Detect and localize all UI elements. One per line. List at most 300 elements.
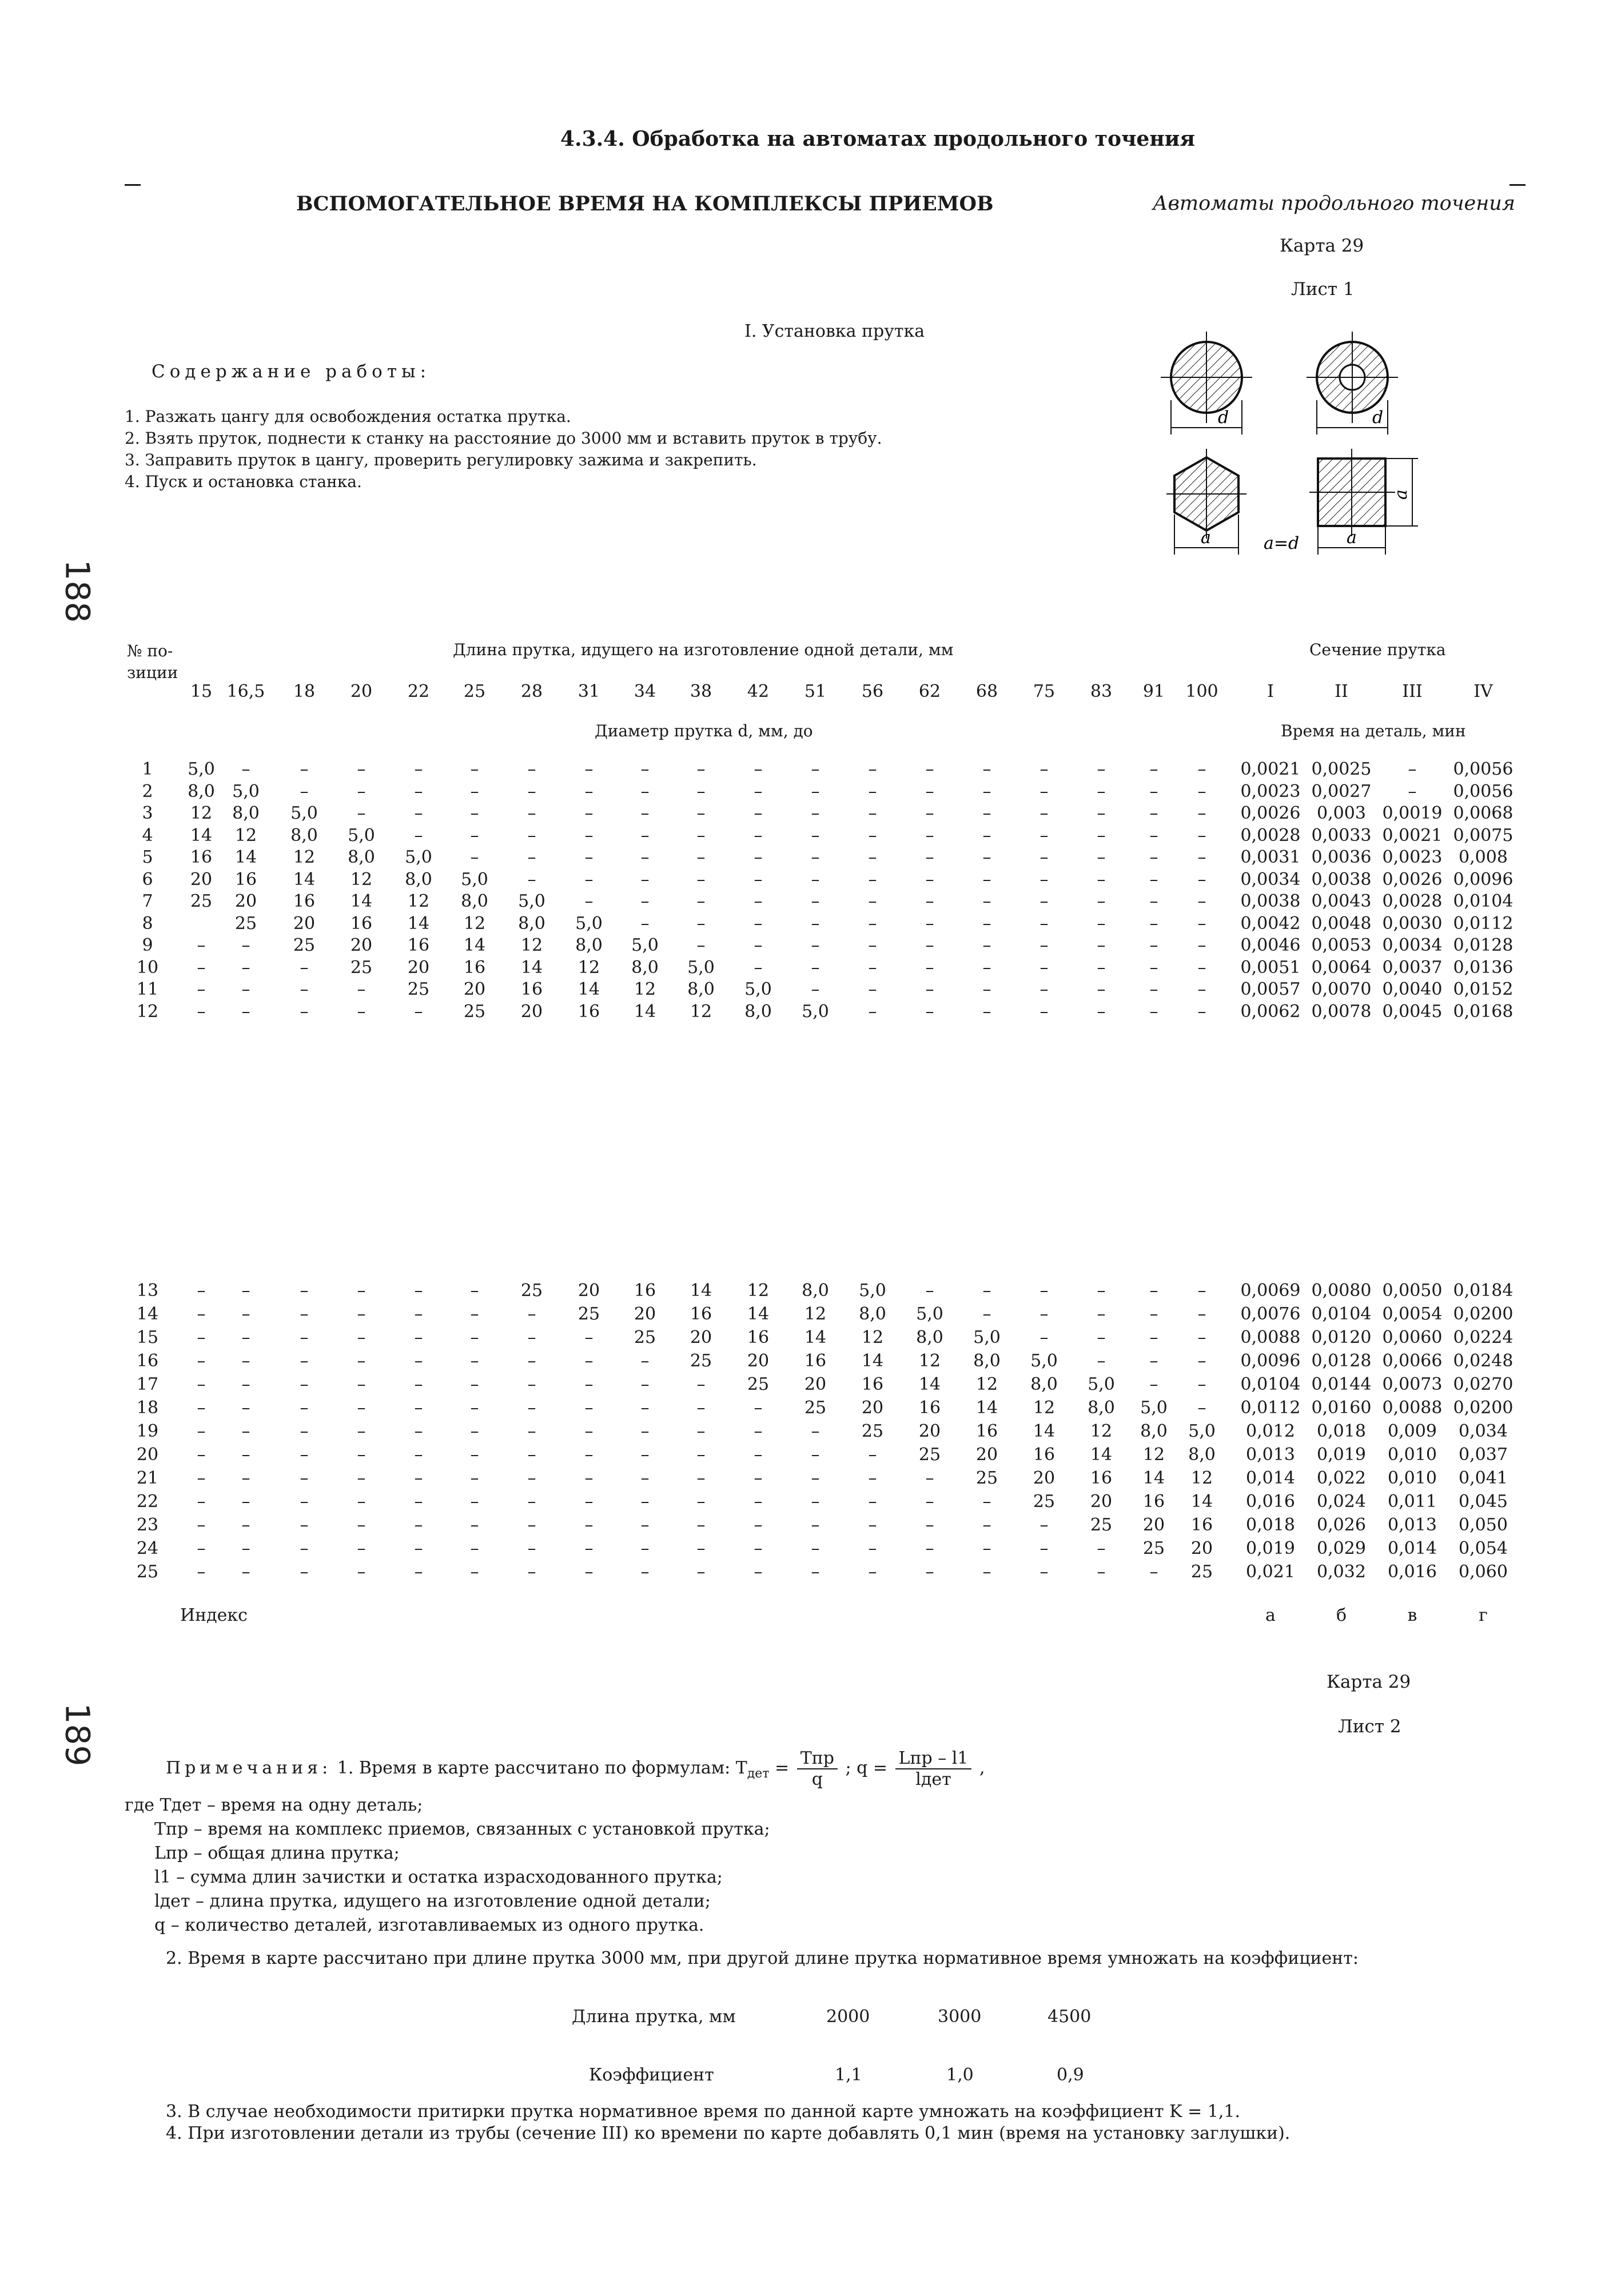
- diameter-cell: –: [1149, 1562, 1158, 1582]
- diameter-cell: –: [754, 957, 763, 978]
- diameter-cell: –: [357, 1281, 366, 1301]
- diameter-cell: 12: [861, 1328, 884, 1348]
- diameter-cell: –: [696, 1562, 706, 1582]
- diameter-cell: 16: [407, 935, 430, 955]
- diameter-cell: 5,0: [744, 979, 772, 999]
- diameter-cell: –: [300, 1374, 309, 1394]
- diameter-cell: –: [640, 1492, 650, 1512]
- diameter-cell: 14: [861, 1351, 884, 1371]
- diameter-cell: –: [868, 979, 877, 999]
- diameter-cell: –: [640, 781, 650, 802]
- diameter-cell: –: [414, 1374, 423, 1394]
- diameter-cell: –: [470, 825, 479, 846]
- diameter-cell: –: [470, 1515, 479, 1535]
- diameter-cell: –: [696, 1492, 706, 1512]
- diameter-cell: –: [241, 1328, 250, 1348]
- coef-value: 1,1: [835, 2065, 862, 2085]
- diameter-cell: –: [300, 1281, 309, 1301]
- diameter-cell: 5,0: [1088, 1374, 1115, 1394]
- diameter-cell: –: [197, 935, 206, 955]
- time-cell: 0,0025: [1311, 759, 1372, 779]
- diameter-cell: –: [197, 1328, 206, 1348]
- diameter-cell: –: [470, 1562, 479, 1582]
- time-cell: 0,045: [1459, 1492, 1508, 1512]
- length-column-label: 56: [861, 681, 884, 701]
- diameter-cell: –: [197, 1515, 206, 1535]
- row-position: 21: [136, 1468, 159, 1488]
- diameter-cell: 5,0: [1140, 1398, 1168, 1418]
- diameter-cell: 20: [918, 1421, 941, 1441]
- time-cell: 0,0136: [1453, 957, 1514, 978]
- diameter-cell: –: [1097, 825, 1106, 846]
- diameter-cell: 20: [804, 1374, 827, 1394]
- diameter-cell: –: [640, 1398, 650, 1418]
- index-label: Индекс: [180, 1605, 248, 1625]
- section-header: Сечение прутка: [1309, 640, 1446, 659]
- diameter-cell: –: [868, 891, 877, 911]
- diameter-cell: –: [754, 1421, 763, 1441]
- diameter-cell: 14: [407, 913, 430, 934]
- diameter-cell: –: [527, 869, 536, 890]
- diameter-cell: –: [357, 1374, 366, 1394]
- diameter-cell: –: [925, 1281, 934, 1301]
- time-cell: 0,0080: [1311, 1281, 1372, 1301]
- diameter-cell: –: [696, 847, 706, 867]
- diameter-cell: –: [357, 1492, 366, 1512]
- length-column-label: 51: [804, 681, 827, 701]
- diameter-cell: –: [1197, 891, 1206, 911]
- diameter-cell: –: [414, 1492, 423, 1512]
- diameter-cell: –: [868, 935, 877, 955]
- diameter-cell: –: [1149, 1001, 1158, 1022]
- diameter-cell: –: [1197, 1281, 1206, 1301]
- diameter-cell: –: [1197, 979, 1206, 999]
- diameter-cell: –: [584, 781, 594, 802]
- diameter-cell: 5,0: [1188, 1421, 1216, 1441]
- diameter-cell: 25: [1033, 1492, 1056, 1512]
- diameter-cell: –: [1097, 1304, 1106, 1324]
- diameter-cell: –: [414, 1328, 423, 1348]
- notes-lead: Примечания:: [166, 1758, 332, 1778]
- diameter-cell: –: [1097, 891, 1106, 911]
- diameter-cell: –: [1039, 1562, 1049, 1582]
- time-cell: 0,0069: [1240, 1281, 1301, 1301]
- diameter-cell: –: [640, 891, 650, 911]
- diameter-cell: –: [696, 1421, 706, 1441]
- sheet-number: Лист 1: [1291, 279, 1355, 300]
- diameter-cell: –: [197, 1468, 206, 1488]
- diameter-cell: –: [1149, 803, 1158, 823]
- diameter-cell: –: [584, 869, 594, 890]
- diameter-cell: –: [1149, 935, 1158, 955]
- diameter-cell: 25: [350, 957, 373, 978]
- diameter-cell: –: [754, 1468, 763, 1488]
- diameter-cell: 25: [804, 1398, 827, 1418]
- time-cell: 0,024: [1317, 1492, 1366, 1512]
- diameter-cell: 16: [234, 869, 257, 890]
- time-cell: 0,0248: [1453, 1351, 1514, 1371]
- length-column-label: 100: [1185, 681, 1218, 701]
- time-cell: 0,013: [1388, 1515, 1437, 1535]
- diameter-cell: 8,0: [188, 781, 215, 802]
- time-cell: 0,012: [1246, 1421, 1295, 1441]
- diameter-cell: –: [470, 1538, 479, 1558]
- diameter-cell: 20: [190, 869, 213, 890]
- diameter-cell: 25: [918, 1445, 941, 1465]
- diameter-cell: –: [357, 1515, 366, 1535]
- note-1-end: ,: [979, 1758, 985, 1778]
- separator: ; q =: [845, 1758, 887, 1778]
- diameter-cell: –: [925, 781, 934, 802]
- diameter-cell: –: [414, 1468, 423, 1488]
- hex-bar-section: [1166, 449, 1246, 555]
- diameter-cell: 14: [520, 957, 543, 978]
- diameter-cell: 16: [190, 847, 213, 867]
- diameter-cell: –: [527, 825, 536, 846]
- diameter-cell: 12: [975, 1374, 998, 1394]
- diameter-cell: 12: [690, 1001, 712, 1022]
- length-column-label: 38: [690, 681, 712, 701]
- diameter-cell: –: [1197, 1328, 1206, 1348]
- diameter-cell: –: [696, 825, 706, 846]
- diameter-cell: –: [868, 759, 877, 779]
- diameter-cell: 20: [577, 1281, 600, 1301]
- time-cell: 0,029: [1317, 1538, 1366, 1558]
- time-cell: 0,019: [1246, 1538, 1295, 1558]
- diameter-header: Диаметр прутка d, мм, до: [595, 722, 813, 740]
- section-column-label: IV: [1473, 681, 1493, 701]
- diameter-cell: –: [300, 1421, 309, 1441]
- card-title: ВСПОМОГАТЕЛЬНОЕ ВРЕМЯ НА КОМПЛЕКСЫ ПРИЕМОВ: [296, 192, 994, 216]
- time-cell: 0,0051: [1240, 957, 1301, 978]
- diameter-cell: –: [1149, 825, 1158, 846]
- time-cell: 0,0120: [1311, 1328, 1372, 1348]
- time-cell: 0,018: [1246, 1515, 1295, 1535]
- diameter-cell: –: [414, 1398, 423, 1418]
- time-cell: 0,026: [1317, 1515, 1366, 1535]
- diameter-cell: –: [640, 913, 650, 934]
- diameter-cell: –: [357, 759, 366, 779]
- diameter-cell: –: [414, 1515, 423, 1535]
- diameter-cell: 16: [577, 1001, 600, 1022]
- diameter-cell: –: [1039, 1328, 1049, 1348]
- diameter-cell: –: [696, 759, 706, 779]
- diameter-cell: 16: [1190, 1515, 1213, 1535]
- time-cell: 0,0048: [1311, 913, 1372, 934]
- diameter-cell: –: [1197, 957, 1206, 978]
- diameter-cell: –: [754, 1515, 763, 1535]
- diameter-cell: –: [1149, 979, 1158, 999]
- row-position: 1: [142, 759, 153, 779]
- diameter-cell: –: [696, 913, 706, 934]
- length-column-label: 16,5: [226, 681, 265, 701]
- diameter-cell: –: [197, 957, 206, 978]
- index-cell: а: [1265, 1605, 1276, 1625]
- diameter-cell: –: [1097, 1001, 1106, 1022]
- diameter-cell: –: [414, 1001, 423, 1022]
- diameter-cell: –: [1097, 803, 1106, 823]
- work-step: 2. Взять пруток, поднести к станку на расстояние до 3000 мм и вставить пруток в трубу.: [125, 429, 882, 448]
- diameter-cell: –: [470, 1492, 479, 1512]
- diameter-cell: –: [357, 1398, 366, 1418]
- dim-label-d: d: [1372, 408, 1384, 428]
- diameter-cell: 5,0: [518, 891, 545, 911]
- diameter-cell: –: [982, 913, 991, 934]
- diameter-cell: 16: [1142, 1492, 1165, 1512]
- time-cell: 0,0078: [1311, 1001, 1372, 1022]
- diameter-cell: 16: [690, 1304, 712, 1324]
- time-cell: 0,0019: [1382, 803, 1443, 823]
- diameter-cell: –: [1097, 979, 1106, 999]
- time-cell: 0,050: [1459, 1515, 1508, 1535]
- diameter-cell: –: [527, 759, 536, 779]
- note-1: [166, 1748, 985, 1789]
- diameter-cell: –: [1039, 759, 1049, 779]
- diameter-cell: 14: [690, 1281, 712, 1301]
- diameter-cell: –: [868, 781, 877, 802]
- diameter-cell: –: [241, 1304, 250, 1324]
- definition: l1 – сумма длин зачистки и остатка израсходованного прутка;: [154, 1867, 723, 1887]
- diameter-cell: –: [357, 1328, 366, 1348]
- diameter-cell: 12: [350, 869, 373, 890]
- diameter-cell: –: [197, 1398, 206, 1418]
- diameter-cell: 20: [634, 1304, 656, 1324]
- diameter-cell: –: [1039, 1001, 1049, 1022]
- diameter-cell: –: [241, 1538, 250, 1558]
- card-number: Карта 29: [1280, 236, 1364, 256]
- row-position: 20: [136, 1445, 159, 1465]
- diameter-cell: –: [696, 1398, 706, 1418]
- diameter-cell: –: [1097, 1281, 1106, 1301]
- time-cell: 0,014: [1246, 1468, 1295, 1488]
- diameter-cell: 25: [747, 1374, 770, 1394]
- diameter-cell: –: [300, 1445, 309, 1465]
- diameter-cell: –: [527, 1538, 536, 1558]
- diameter-cell: 8,0: [575, 935, 603, 955]
- diameter-cell: –: [1039, 869, 1049, 890]
- time-cell: 0,016: [1246, 1492, 1295, 1512]
- diameter-cell: –: [811, 781, 820, 802]
- time-cell: 0,0200: [1453, 1398, 1514, 1418]
- time-cell: 0,0037: [1382, 957, 1443, 978]
- diameter-cell: –: [300, 1468, 309, 1488]
- length-column-label: 68: [975, 681, 998, 701]
- diameter-cell: –: [925, 1562, 934, 1582]
- time-cell: 0,054: [1459, 1538, 1508, 1558]
- diameter-cell: 8,0: [290, 825, 318, 846]
- diameter-cell: –: [982, 1515, 991, 1535]
- diameter-cell: 12: [918, 1351, 941, 1371]
- coef-value: 1,0: [946, 2065, 974, 2085]
- frac-numerator: Tпр: [797, 1748, 838, 1769]
- diameter-cell: 20: [350, 935, 373, 955]
- diameter-cell: –: [811, 847, 820, 867]
- diameter-cell: –: [470, 1304, 479, 1324]
- dim-label-a: a: [1201, 528, 1211, 548]
- diameter-cell: 25: [190, 891, 213, 911]
- note-4: 4. При изготовлении детали из трубы (сечение III) ко времени по карте добавлять 0,1 мин (время на установку заглушки).: [166, 2123, 1291, 2143]
- diameter-cell: 12: [407, 891, 430, 911]
- diameter-cell: 12: [1190, 1468, 1213, 1488]
- diameter-cell: –: [1097, 1351, 1106, 1371]
- row-position: 10: [136, 957, 159, 978]
- length-column-label: 15: [190, 681, 213, 701]
- diameter-cell: –: [1039, 913, 1049, 934]
- diameter-cell: –: [982, 1538, 991, 1558]
- dim-label-a: a: [1347, 528, 1357, 548]
- diameter-cell: –: [357, 1538, 366, 1558]
- diameter-cell: 25: [234, 913, 257, 934]
- diameter-cell: 5,0: [859, 1281, 886, 1301]
- diameter-cell: 8,0: [1188, 1445, 1216, 1465]
- diameter-cell: –: [868, 825, 877, 846]
- diameter-cell: –: [414, 781, 423, 802]
- time-cell: 0,0060: [1382, 1328, 1443, 1348]
- diameter-cell: 20: [1190, 1538, 1213, 1558]
- time-cell: 0,0160: [1311, 1398, 1372, 1418]
- time-cell: 0,0028: [1382, 891, 1443, 911]
- diameter-cell: 8,0: [1030, 1374, 1058, 1394]
- diameter-cell: –: [241, 1374, 250, 1394]
- diameter-cell: –: [696, 781, 706, 802]
- diameter-cell: –: [640, 803, 650, 823]
- row-position: 25: [136, 1562, 159, 1582]
- diameter-cell: –: [925, 1515, 934, 1535]
- row-position: 5: [142, 847, 153, 867]
- right-margin-dash: [1510, 184, 1526, 186]
- diameter-cell: 8,0: [802, 1281, 829, 1301]
- diameter-cell: 25: [577, 1304, 600, 1324]
- diameter-cell: –: [527, 1304, 536, 1324]
- time-cell: 0,0038: [1240, 891, 1301, 911]
- frac-denominator: lдет: [915, 1769, 951, 1789]
- position-header: [127, 640, 178, 684]
- dim-label-a: a: [1391, 489, 1411, 500]
- diameter-cell: –: [527, 1562, 536, 1582]
- diameter-cell: –: [470, 1374, 479, 1394]
- diameter-cell: 5,0: [461, 869, 488, 890]
- row-position: 9: [142, 935, 153, 955]
- diameter-cell: –: [696, 891, 706, 911]
- coef-length-value: 2000: [826, 2007, 870, 2027]
- diameter-cell: –: [241, 1468, 250, 1488]
- diameter-cell: 20: [463, 979, 486, 999]
- diameter-cell: 16: [1090, 1468, 1113, 1488]
- diameter-cell: –: [640, 1468, 650, 1488]
- diameter-cell: –: [527, 1515, 536, 1535]
- diameter-cell: –: [868, 1001, 877, 1022]
- diameter-cell: 12: [293, 847, 316, 867]
- diameter-cell: –: [414, 1351, 423, 1371]
- diameter-cell: –: [696, 1445, 706, 1465]
- diameter-cell: –: [1097, 957, 1106, 978]
- diameter-cell: –: [241, 1562, 250, 1582]
- row-position: 24: [136, 1538, 159, 1558]
- time-cell: 0,0068: [1453, 803, 1514, 823]
- row-position: 18: [136, 1398, 159, 1418]
- diameter-cell: –: [811, 1468, 820, 1488]
- work-step: 3. Заправить пруток в цангу, проверить регулировку зажима и закрепить.: [125, 451, 757, 469]
- diameter-cell: –: [1097, 1538, 1106, 1558]
- diameter-cell: –: [982, 759, 991, 779]
- diameter-cell: –: [300, 1562, 309, 1582]
- diameter-cell: 5,0: [1030, 1351, 1058, 1371]
- diameter-cell: –: [982, 869, 991, 890]
- length-column-label: 18: [293, 681, 316, 701]
- time-cell: 0,0200: [1453, 1304, 1514, 1324]
- diameter-cell: 12: [463, 913, 486, 934]
- diameter-cell: –: [1149, 1304, 1158, 1324]
- diameter-cell: –: [584, 825, 594, 846]
- diameter-cell: –: [300, 1492, 309, 1512]
- diameter-cell: –: [868, 1562, 877, 1582]
- time-cell: 0,0070: [1311, 979, 1372, 999]
- diameter-cell: –: [811, 803, 820, 823]
- row-position: 13: [136, 1281, 159, 1301]
- diameter-cell: –: [241, 935, 250, 955]
- diameter-cell: 16: [293, 891, 316, 911]
- time-cell: 0,003: [1317, 803, 1366, 823]
- diameter-cell: 25: [463, 1001, 486, 1022]
- time-cell: 0,022: [1317, 1468, 1366, 1488]
- diameter-cell: –: [1149, 913, 1158, 934]
- time-cell: 0,021: [1246, 1562, 1295, 1582]
- time-cell: 0,013: [1246, 1445, 1295, 1465]
- diameter-cell: –: [696, 803, 706, 823]
- diameter-cell: –: [527, 1374, 536, 1394]
- diameter-cell: 12: [577, 957, 600, 978]
- diameter-cell: –: [584, 803, 594, 823]
- time-cell: 0,0104: [1453, 891, 1514, 911]
- diameter-cell: –: [1039, 1515, 1049, 1535]
- diameter-cell: 5,0: [973, 1328, 1001, 1348]
- diameter-cell: –: [414, 1281, 423, 1301]
- diameter-cell: 8,0: [1088, 1398, 1115, 1418]
- time-cell: 0,0062: [1240, 1001, 1301, 1022]
- diameter-cell: –: [197, 1281, 206, 1301]
- diameter-cell: –: [868, 803, 877, 823]
- diameter-cell: –: [414, 759, 423, 779]
- time-cell: 0,009: [1388, 1421, 1437, 1441]
- length-column-label: 83: [1090, 681, 1113, 701]
- row-position: 23: [136, 1515, 159, 1535]
- diameter-cell: 5,0: [687, 957, 715, 978]
- length-column-label: 25: [463, 681, 486, 701]
- diameter-cell: –: [754, 1445, 763, 1465]
- diameter-cell: –: [1039, 1281, 1049, 1301]
- diameter-cell: –: [300, 1538, 309, 1558]
- dim-label-d: d: [1218, 408, 1229, 428]
- diameter-cell: –: [640, 847, 650, 867]
- diameter-cell: –: [241, 1001, 250, 1022]
- diameter-cell: –: [527, 1492, 536, 1512]
- time-cell: 0,0224: [1453, 1328, 1514, 1348]
- diameter-cell: 14: [1142, 1468, 1165, 1488]
- diameter-cell: –: [197, 1304, 206, 1324]
- diameter-cell: –: [1197, 913, 1206, 934]
- diameter-cell: –: [640, 1515, 650, 1535]
- diameter-cell: –: [640, 825, 650, 846]
- diameter-cell: –: [811, 1515, 820, 1535]
- diameter-cell: 14: [190, 825, 213, 846]
- time-cell: 0,0028: [1240, 825, 1301, 846]
- time-cell: 0,0023: [1382, 847, 1443, 867]
- row-position: 2: [142, 781, 153, 802]
- diameter-cell: –: [1097, 847, 1106, 867]
- diameter-cell: –: [982, 979, 991, 999]
- diameter-cell: –: [754, 825, 763, 846]
- time-cell: 0,0270: [1453, 1374, 1514, 1394]
